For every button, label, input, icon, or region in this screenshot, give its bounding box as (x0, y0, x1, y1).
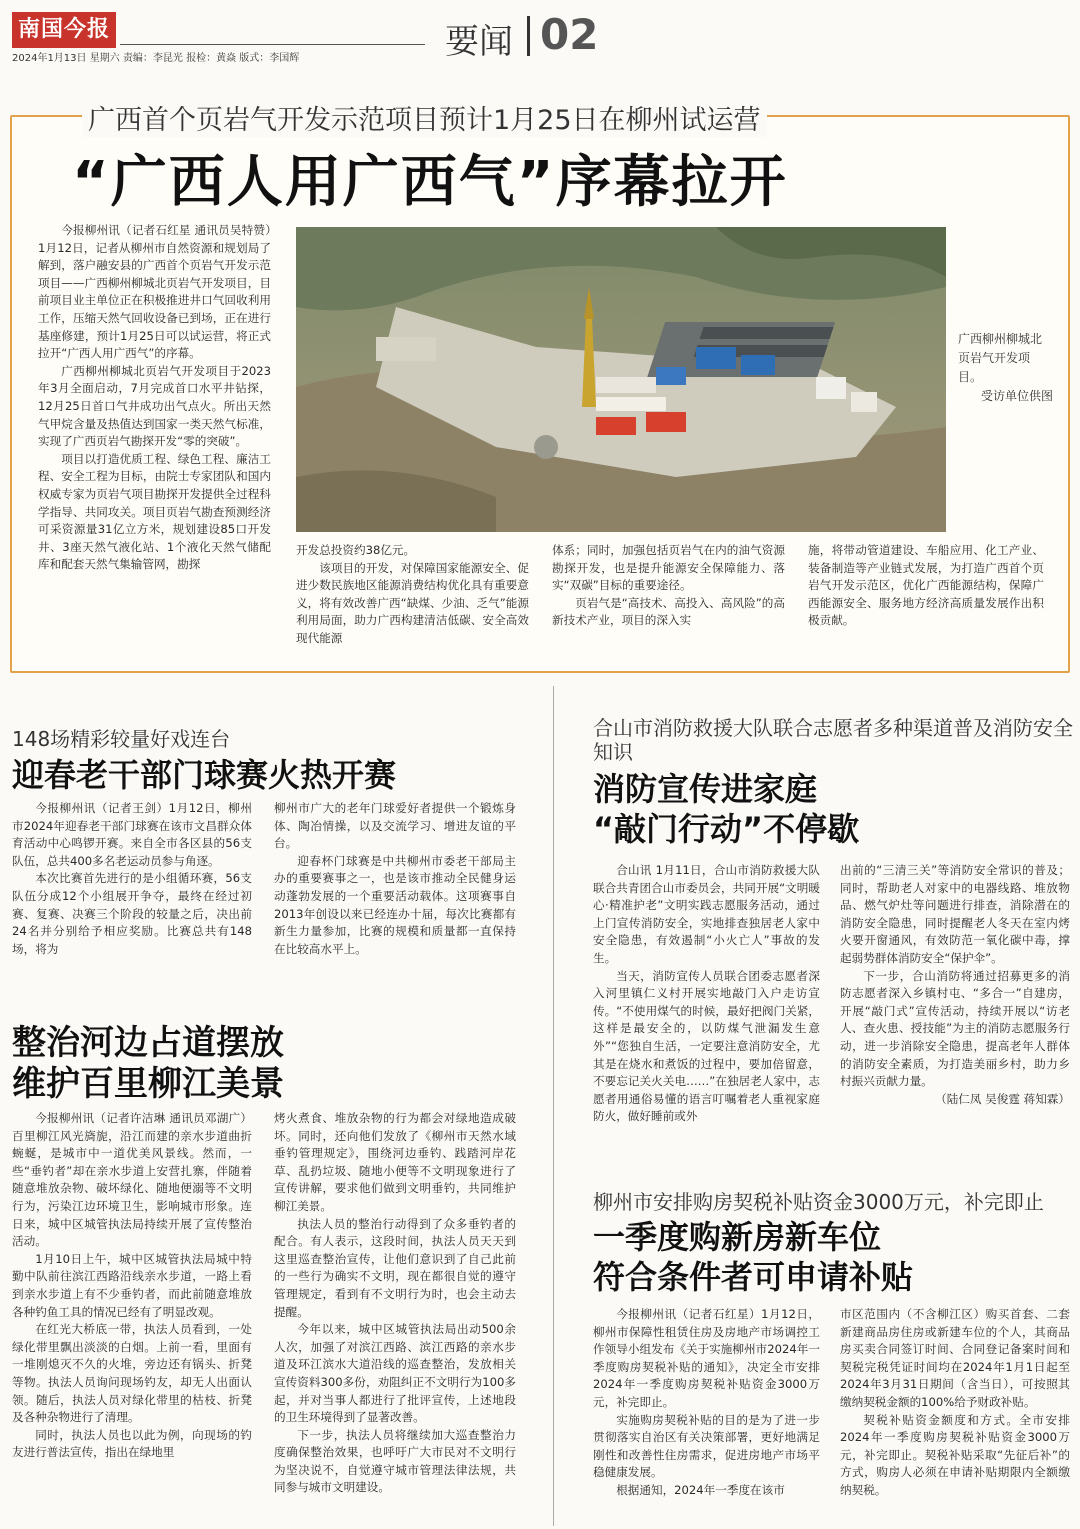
lead-kicker: 广西首个页岩气开发示范项目预计1月25日在柳州试运营 (82, 98, 767, 137)
river-headline-1: 整治河边占道摆放 (12, 1023, 284, 1063)
gas-site-photo (296, 227, 946, 532)
lead-column-1: 今报柳州讯（记者石红星 通讯员吴特赞）1月12日，记者从柳州市自然资源和规划局了解到，落户融安县的广西首个页岩气开发示范项目——广西柳州柳城北页岩气开发项目，目前项目业主单位正在积极推进井口气回收利用工作，压缩天然气回收设备已到场，正在进行基座修建，预计1月25日可以试运营，将正式拉开“广西人用广西气”的序幕。 广西柳州柳城北页岩气开发项目于2023年3月全面启动，7月完成首口水平井钻探，12月25日首口气井成功出气点火。所出天然气甲烷含量及热值达到国家一类天然气标准，实现了广西页岩气勘探开发“零的突破”。 项目以打造优质工程、绿色工程、廉洁工程、安全工程为目标，由院士专家团队和国内权威专家为页岩气项目勘探开发提供全过程科学指导、共同攻关。项目页岩气勘查预测经济可采资源量31亿立方米，规划建设85口开发井、3座天然气液化站、1个液化天然气储配库和配套天然气集输管网，勘探 (38, 223, 271, 572)
header-rule (120, 44, 425, 45)
housing-headline-2: 符合条件者可申请补贴 (593, 1258, 914, 1296)
photo-caption-text: 广西柳州柳城北页岩气开发项目。 (958, 332, 1043, 384)
page-number: 02 (540, 10, 599, 59)
lead-column-3: 体系；同时，加强包括页岩气在内的油气资源勘探开发，也是提升能源安全保障能力、落实“双碳”目标的重要途径。 页岩气是“高技术、高投入、高风险”的高新技术产业，项目的深入实 (552, 543, 785, 628)
masthead-logo: 南国今报 (12, 12, 116, 48)
fire-headline-1: 消防宣传进家庭 (593, 770, 818, 808)
photo-caption (958, 330, 1053, 406)
fire-kicker: 合山市消防救援大队联合志愿者多种渠道普及消防安全知识 (593, 716, 1073, 764)
lead-column-2: 开发总投资约38亿元。 该项目的开发，对保障国家能源安全、促进少数民族地区能源消费结构优化具有重要意义，将有效改善广西“缺煤、少油、乏气”能源利用局面，助力广西构建清洁低碳、安全高效现代能源 (296, 543, 529, 645)
river-column-1: 今报柳州讯（记者许洁琳 通讯员邓湖广）百里柳江风光旖旎，沿江而建的亲水步道曲折蜿蜒，是城市中一道优美风景线。然而，一些“垂钓者”却在亲水步道上安营扎寨，伴随着随意堆放杂物、破坏绿化、随地便溺等不文明行为，污染江边环境卫生，影响城市形象。连日来，城中区城管执法局持续开展了宣传整治活动。 1月10日上午，城中区城管执法局城中特勤中队前往滨江西路沿线亲水步道，一路上看到亲水步道上有不少垂钓者，而此前随意堆放各种钓鱼工具的情况已经有了明显改观。 在红光大桥底一带，执法人员看到，一处绿化带里飘出淡淡的白烟。上前一看，里面有一堆刚熄灭不久的火堆，旁边还有锅头、折凳等物。执法人员询问现场钓友，却无人出面认领。随后，执法人员对绿化带里的枯枝、折凳及各种杂物进行了清理。 同时，执法人员也以此为例，向现场的钓友进行普法宣传，指出在绿地里 (12, 1111, 252, 1460)
section-name: 要闻 (445, 22, 513, 62)
lead-headline: “广西人用广西气”序幕拉开 (72, 150, 788, 215)
housing-kicker: 柳州市安排购房契税补贴资金3000万元，补完即止 (593, 1190, 1044, 1214)
fire-byline: （陆仁凤 吴俊霆 蒋知霖） (935, 1091, 1070, 1106)
issue-dateline: 2024年1月13日 星期六 责编：李昆光 报检：黄焱 版式：李国辉 (12, 53, 300, 64)
photo-credit: 受访单位供图 (980, 389, 1053, 403)
river-headline-2: 维护百里柳江美景 (12, 1064, 284, 1104)
lead-column-4: 施，将带动管道建设、车船应用、化工产业、装备制造等产业链式发展，为打造广西首个页岩气开发示范区，优化广西能源结构，保障广西能源安全、服务地方经济高质量发展作出积极贡献。 (808, 543, 1044, 628)
river-column-2: 烤火煮食、堆放杂物的行为都会对绿地造成破坏。同时，还向他们发放了《柳州市天然水域垂钓管理规定》，围绕河边垂钓、践踏河岸花草、乱扔垃圾、随地小便等不文明现象进行了宣传讲解，要求他们做到文明垂钓，共同维护柳江美景。 执法人员的整治行动得到了众多垂钓者的配合。有人表示，这段时间，执法人员天天到这里巡查整治宣传，让他们意识到了自己此前的一些行为确实不文明，现在都很自觉的遵守管理规定，看到有不文明行为时，也会主动去提醒。 今年以来，城中区城管执法局出动500余人次，加强了对滨江西路、滨江西路的亲水步道及环江滨水大道沿线的巡查整治，发放相关宣传资料300多份，劝阻纠正不文明行为100多起，并对当事人都进行了批评宣传，上述地段的卫生环境得到了显著改善。 下一步，执法人员将继续加大巡查整治力度确保整治效果，也呼吁广大市民对不文明行为坚决说不，自觉遵守城市管理法律法规，共同参与城市文明建设。 (274, 1111, 516, 1495)
gateball-headline: 迎春老干部门球赛火热开赛 (12, 756, 397, 794)
housing-column-2: 市区范围内（不含柳江区）购买首套、二套新建商品房住房或新建车位的个人，其商品房买卖合同签订时间、合同登记备案时间和契税完税凭证时间均在2024年1月1日起至2024年3月31日期间（含当日），可按照其缴纳契税金额的100%给予财政补贴。 契税补贴资金额度和方式。全市安排2024年一季度购房契税补贴资金3000万元，补完即止。契税补贴采取“先征后补”的方式，购房人必须在申请补贴期限内全额缴纳契税。 (840, 1307, 1070, 1497)
column-divider (553, 686, 554, 1526)
fire-column-2: 出前的“三清三关”等消防安全常识的普及；同时，帮助老人对家中的电器线路、堆放物品、燃气炉灶等问题进行排查，消除潜在的消防安全隐患，同时提醒老人冬天在室内烤火要开窗通风，有效防范一氧化碳中毒，撑起弱势群体消防安全“保护伞”。 下一步，合山消防将通过招募更多的消防志愿者深入乡镇村屯、“多合一”自建房，开展“敲门式”宣传活动，持续开展以“访老人、查火患、授技能”为主的消防志愿服务行动，进一步消除安全隐患，提高老年人群体的消防安全素质，为打造美丽乡村，助力乡村振兴贡献力量。 （陆仁凤 吴俊霆 蒋知霖） (840, 862, 1070, 1108)
gateball-column-1: 今报柳州讯（记者王剑）1月12日，柳州市2024年迎春老干部门球赛在该市文昌群众体育活动中心鸣锣开赛。来自全市各区县的56支队伍，总共400多名老运动员参与角逐。 本次比赛首先进行的是小组循环赛，56支队伍分成12个小组展开争夺，最终在经过初赛、复赛、决赛三个阶段的较量之后，决出前24名并分别给予相应奖励。比赛总共有148场，将为 (12, 801, 252, 956)
housing-column-1: 今报柳州讯（记者石红星）1月12日，柳州市保障性租赁住房及房地产市场调控工作领导小组发布《关于实施柳州市2024年一季度购房契税补贴的通知》，决定全市安排2024年一季度购房契税补贴资金3000万元，补完即止。 实施购房契税补贴的目的是为了进一步贯彻落实自治区有关决策部署，更好地满足刚性和改善性住房需求，促进房地产市场平稳健康发展。 根据通知，2024年一季度在该市 (593, 1307, 820, 1497)
gateball-kicker: 148场精彩较量好戏连台 (12, 727, 231, 751)
housing-headline-1: 一季度购新房新车位 (593, 1218, 882, 1256)
fire-column-1: 合山讯 1月11日，合山市消防救援大队联合共青团合山市委员会，共同开展“文明暖心·精准护老”文明实践志愿服务活动，通过上门宣传消防安全，实地排查独居老人家中安全隐患，有效遏制“小火亡人”事故的发生。 当天，消防宣传人员联合团委志愿者深入河里镇仁义村开展实地敲门入户走访宣传。“不使用煤气的时候，最好把阀门关紧，这样是最安全的，以防煤气泄漏发生意外”“您独自生活，一定要注意消防安全，尤其是在烧水和煮饭的过程中，要加倍留意，不要忘记关火关电……”在独居老人家中，志愿者用通俗易懂的语言叮嘱着老人重视家庭防火，做好睡前或外 (593, 863, 820, 1124)
fire-headline-2: “敲门行动”不停歇 (593, 810, 860, 848)
section-divider (527, 16, 530, 56)
gateball-column-2: 柳州市广大的老年门球爱好者提供一个锻炼身体、陶冶情操，以及交流学习、增进友谊的平台。 迎春杯门球赛是中共柳州市委老干部局主办的重要赛事之一，也是该市推动全民健身运动蓬勃发展的一个重要活动载体。这项赛事自2013年创设以来已经连办十届，每次比赛都有新生力量参加，比赛的规模和质量都一直保持在比较高水平上。 (274, 801, 516, 956)
